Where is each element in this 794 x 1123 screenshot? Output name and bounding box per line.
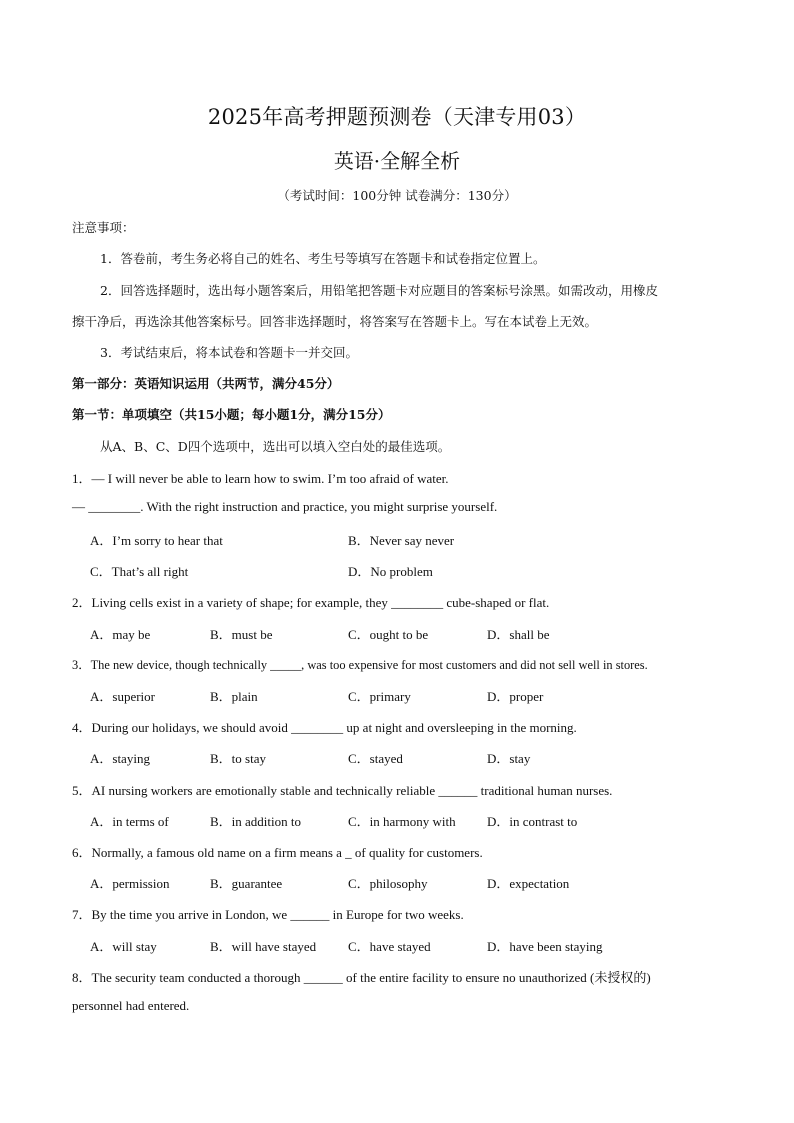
question-4-option-b: B．to stay [210, 751, 266, 766]
question-5-option-c: C．in harmony with [348, 814, 456, 829]
section1-instruction: 从A、B、C、D四个选项中，选出可以填入空白处的最佳选项。 [100, 439, 451, 454]
question-3-option-b: B．plain [210, 689, 258, 704]
question-7-option-c: C．have stayed [348, 939, 431, 954]
question-4-stem: 4．During our holidays, we should avoid ________ up at night and oversleeping in the morning. [72, 720, 577, 735]
question-1-option-b: B．Never say never [348, 533, 455, 548]
question-5-option-d: D．in contrast to [487, 814, 578, 829]
question-4-option-a: A．staying [90, 751, 150, 766]
question-7-option-a: A．will stay [90, 939, 157, 954]
question-6-option-d: D．expectation [487, 876, 570, 891]
notice-heading: 注意事项： [72, 220, 135, 235]
question-2-option-d: D．shall be [487, 627, 550, 642]
question-3-option-a: A．superior [90, 689, 155, 704]
question-3-option-d: D．proper [487, 689, 544, 704]
question-1-option-a: A．I’m sorry to hear that [90, 533, 223, 548]
question-2-option-b: B．must be [210, 627, 273, 642]
question-8-stem: 8．The security team conducted a thorough ______ of the entire facility to ensure no unauthorized (未授权的) [72, 970, 651, 985]
question-7-stem: 7．By the time you arrive in London, we ______ in Europe for two weeks. [72, 907, 464, 922]
notice-item-2: 2．回答选择题时，选出每小题答案后，用铅笔把答题卡对应题目的答案标号涂黑。如需改动，用橡皮 [100, 283, 658, 298]
notice-item-2-cont: 擦干净后，再选涂其他答案标号。回答非选择题时，将答案写在答题卡上。写在本试卷上无效。 [72, 314, 598, 329]
question-3-option-c: C．primary [348, 689, 411, 704]
question-2-stem: 2．Living cells exist in a variety of shape; for example, they ________ cube-shaped or flat. [72, 595, 550, 610]
page-title: 2025年高考押题预测卷（天津专用03） [207, 105, 587, 129]
question-1-reply: — ________. With the right instruction and practice, you might surprise yourself. [72, 499, 498, 514]
question-4-option-c: C．stayed [348, 751, 403, 766]
question-2-option-a: A．may be [90, 627, 151, 642]
question-1-option-d: D．No problem [348, 564, 433, 579]
question-3-stem: 3．The new device, though technically _____, was too expensive for most customers and did not sell well in stores. [72, 658, 648, 672]
question-1-option-c: C．That’s all right [90, 564, 189, 579]
question-1-stem: 1．— I will never be able to learn how to swim. I’m too afraid of water. [72, 471, 449, 486]
page-subtitle: 英语·全解全析 [333, 149, 461, 173]
question-4-option-d: D．stay [487, 751, 531, 766]
question-8-stem-cont: personnel had entered. [72, 998, 190, 1013]
question-6-option-a: A．permission [90, 876, 170, 891]
question-5-option-a: A．in terms of [90, 814, 169, 829]
part1-heading: 第一部分：英语知识运用（共两节，满分45分） [72, 376, 340, 391]
question-6-option-c: C．philosophy [348, 876, 428, 891]
exam-info: （考试时间：100分钟 试卷满分：130分） [277, 188, 517, 203]
question-5-option-b: B．in addition to [210, 814, 302, 829]
notice-item-1: 1．答卷前，考生务必将自己的姓名、考生号等填写在答题卡和试卷指定位置上。 [100, 251, 546, 266]
section1-heading: 第一节：单项填空（共15小题；每小题1分，满分15分） [72, 407, 391, 422]
question-7-option-d: D．have been staying [487, 939, 603, 954]
question-2-option-c: C．ought to be [348, 627, 429, 642]
question-6-stem: 6．Normally, a famous old name on a firm means a _ of quality for customers. [72, 845, 483, 860]
question-5-stem: 5．AI nursing workers are emotionally stable and technically reliable ______ traditional human nurses. [72, 783, 613, 798]
notice-item-3: 3．考试结束后，将本试卷和答题卡一并交回。 [100, 345, 358, 360]
question-6-option-b: B．guarantee [210, 876, 283, 891]
question-7-option-b: B．will have stayed [210, 939, 317, 954]
